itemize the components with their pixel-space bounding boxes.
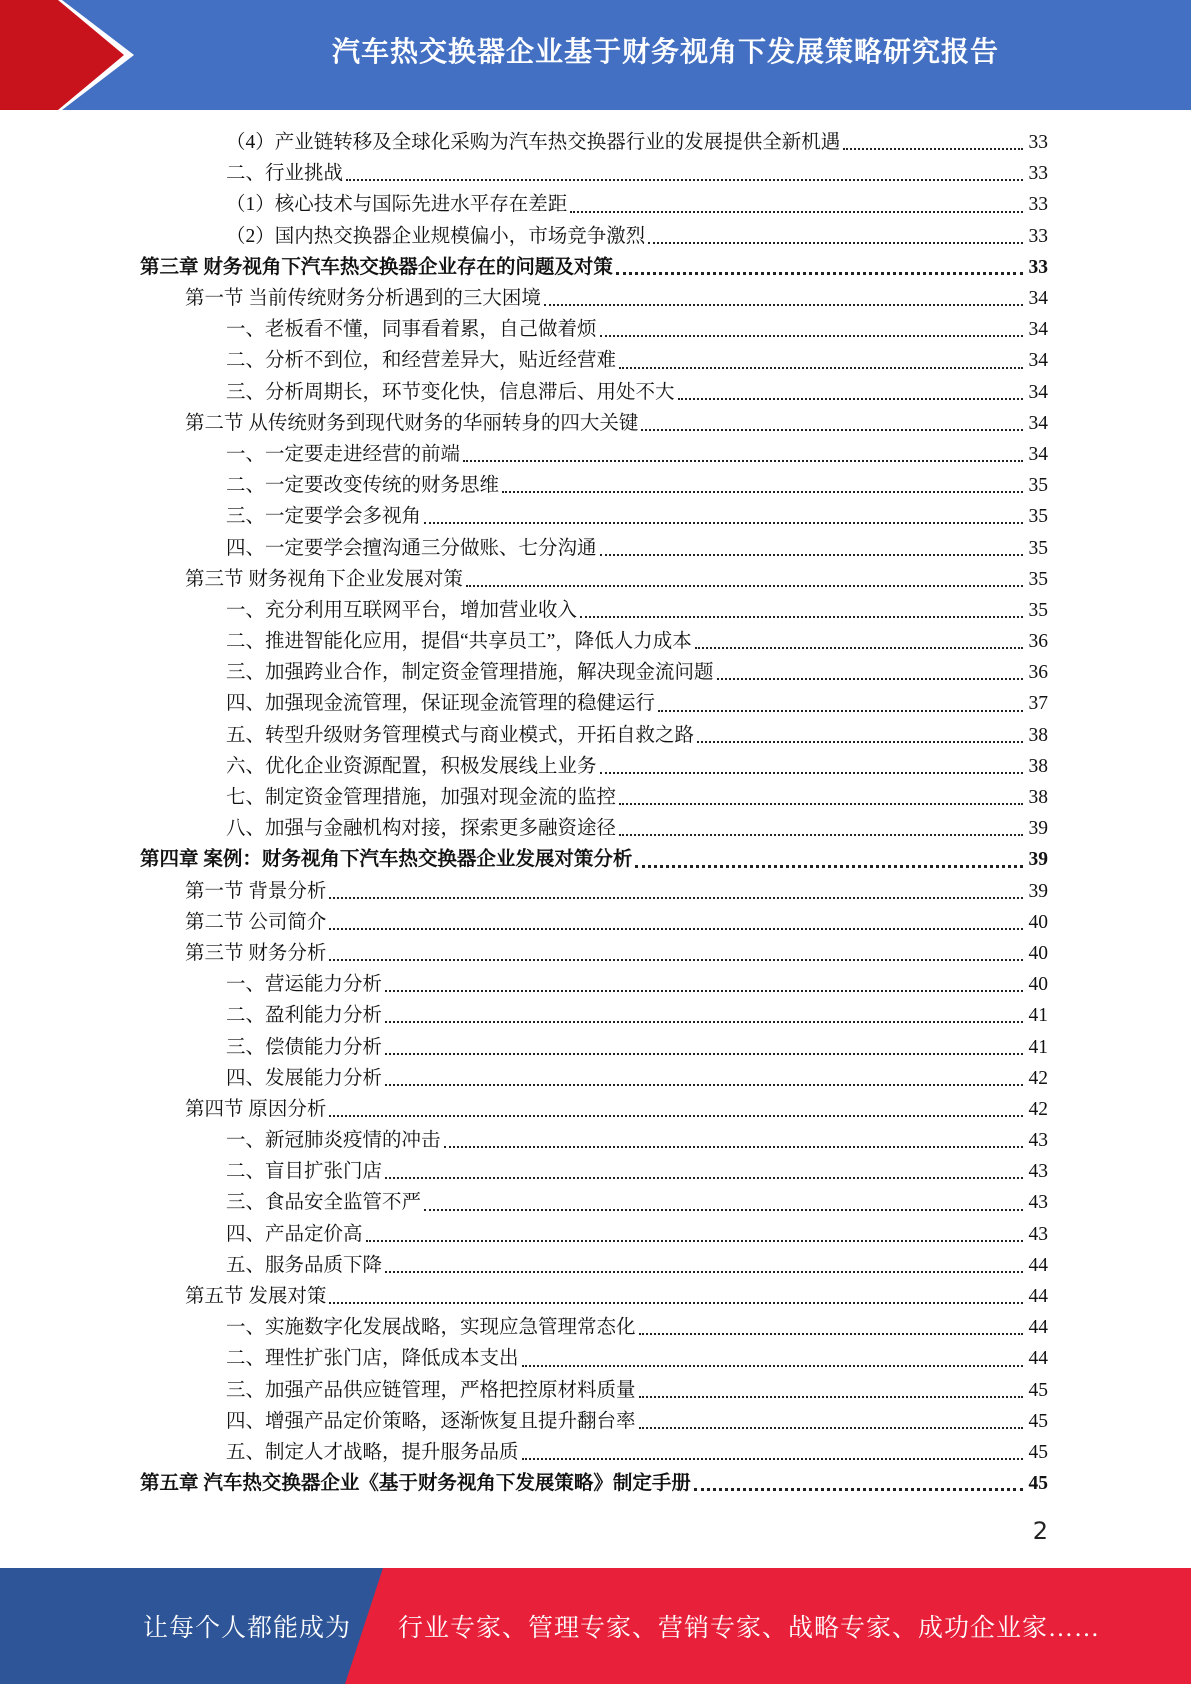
toc-entry-label: 第四章 案例：财务视角下汽车热交换器企业发展对策分析 <box>140 849 633 871</box>
toc-entry-page: 35 <box>1028 506 1048 528</box>
toc-subsection-entry[interactable] <box>140 1156 1048 1187</box>
toc-dot-leader <box>424 512 1023 524</box>
toc-dot-leader <box>444 1136 1023 1148</box>
toc-subsection-entry[interactable] <box>140 532 1048 563</box>
toc-subsection-entry[interactable] <box>140 595 1048 626</box>
toc-entry-label: 一、老板看不懂，同事看着累，自己做着烦 <box>226 319 597 341</box>
toc-subsection-entry[interactable] <box>140 782 1048 813</box>
toc-subsection-entry[interactable] <box>140 1219 1048 1250</box>
toc-entry-page: 43 <box>1028 1130 1048 1152</box>
toc-dot-leader <box>600 325 1023 337</box>
toc-dot-leader <box>616 262 1023 275</box>
page-number: 2 <box>1032 1517 1048 1545</box>
toc-entry-label: 第五节 发展对策 <box>185 1286 327 1308</box>
toc-entry-page: 45 <box>1028 1410 1048 1432</box>
toc-entry-label: （4）产业链转移及全球化采购为汽车热交换器行业的发展提供全新机遇 <box>226 132 841 154</box>
toc-dot-leader <box>463 450 1023 462</box>
toc-dot-leader <box>385 1074 1023 1086</box>
toc-entry-label: 二、分析不到位，和经营差异大，贴近经营难 <box>226 350 617 372</box>
footer-slogan-left: 让每个人都能成为 <box>143 1615 352 1642</box>
toc-entry-label: 二、理性扩张门店，降低成本支出 <box>226 1348 519 1370</box>
toc-chapter-entry[interactable] <box>140 1468 1048 1499</box>
toc-subsection-entry[interactable] <box>140 1406 1048 1437</box>
toc-subsection-entry[interactable] <box>140 1063 1048 1094</box>
toc-section-entry[interactable] <box>140 564 1048 595</box>
toc-chapter-entry[interactable] <box>140 844 1048 875</box>
toc-dot-leader <box>385 1011 1023 1023</box>
toc-dot-leader <box>385 1261 1023 1273</box>
toc-entry-page: 33 <box>1028 132 1048 154</box>
toc-dot-leader <box>522 1355 1023 1367</box>
toc-section-entry[interactable] <box>140 408 1048 439</box>
toc-dot-leader <box>329 887 1023 899</box>
toc-dot-leader <box>385 1167 1023 1179</box>
toc-entry-label: 一、实施数字化发展战略，实现应急管理常态化 <box>226 1317 636 1339</box>
toc-dot-leader <box>570 201 1023 213</box>
toc-subsection-entry[interactable] <box>140 720 1048 751</box>
toc-entry-label: 第三节 财务视角下企业发展对策 <box>185 568 463 590</box>
toc-dot-leader <box>329 1292 1023 1304</box>
toc-entry-label: 第四节 原因分析 <box>185 1098 327 1120</box>
toc-entry-label: 第二节 公司简介 <box>185 911 327 933</box>
toc-subsection-entry[interactable] <box>140 813 1048 844</box>
toc-dot-leader <box>843 138 1023 150</box>
toc-entry-page: 33 <box>1028 256 1048 278</box>
toc-section-entry[interactable] <box>140 283 1048 314</box>
header-arrow-decoration <box>0 0 160 110</box>
toc-dot-leader <box>641 419 1023 431</box>
toc-entry-label: 五、制定人才战略，提升服务品质 <box>226 1441 519 1463</box>
toc-entry-page: 37 <box>1028 693 1048 715</box>
toc-entry-label: （1）核心技术与国际先进水平存在差距 <box>226 194 568 216</box>
toc-entry-page: 44 <box>1028 1348 1048 1370</box>
toc-dot-leader <box>580 606 1023 618</box>
toc-entry-page: 45 <box>1028 1473 1048 1495</box>
toc-entry-page: 43 <box>1028 1161 1048 1183</box>
toc-entry-label: 第三节 财务分析 <box>185 942 327 964</box>
toc-entry-page: 45 <box>1028 1441 1048 1463</box>
toc-entry-label: （2）国内热交换器企业规模偏小，市场竞争激烈 <box>226 225 646 247</box>
toc-entry-page: 44 <box>1028 1286 1048 1308</box>
toc-dot-leader <box>466 575 1023 587</box>
page-header <box>0 0 1191 110</box>
toc-entry-page: 34 <box>1028 319 1048 341</box>
toc-entry-label: 六、优化企业资源配置，积极发展线上业务 <box>226 755 597 777</box>
toc-entry-page: 34 <box>1028 381 1048 403</box>
toc-entry-label: 四、增强产品定价策略，逐渐恢复且提升翻台率 <box>226 1410 636 1432</box>
toc-dot-leader <box>619 357 1023 369</box>
toc-dot-leader <box>385 1043 1023 1055</box>
toc-dot-leader <box>639 1386 1023 1398</box>
toc-subsection-entry[interactable] <box>140 377 1048 408</box>
toc-entry-page: 41 <box>1028 1005 1048 1027</box>
toc-entry-page: 33 <box>1028 163 1048 185</box>
toc-entry-page: 35 <box>1028 537 1048 559</box>
toc-dot-leader <box>522 1448 1023 1460</box>
table-of-contents <box>140 127 1048 1499</box>
toc-dot-leader <box>648 232 1023 244</box>
toc-entry-page: 36 <box>1028 662 1048 684</box>
toc-section-entry[interactable] <box>140 876 1048 907</box>
toc-dot-leader <box>329 1105 1023 1117</box>
toc-entry-page: 33 <box>1028 194 1048 216</box>
toc-entry-label: 二、推进智能化应用，提倡“共享员工”，降低人力成本 <box>226 631 692 653</box>
toc-dot-leader <box>502 481 1023 493</box>
toc-entry-label: 一、营运能力分析 <box>226 974 383 996</box>
toc-dot-leader <box>694 1478 1023 1491</box>
toc-entry-page: 39 <box>1028 818 1048 840</box>
toc-dot-leader <box>346 169 1023 181</box>
toc-entry-page: 38 <box>1028 787 1048 809</box>
toc-entry-page: 42 <box>1028 1098 1048 1120</box>
toc-entry-page: 44 <box>1028 1317 1048 1339</box>
toc-subsection-entry[interactable] <box>140 657 1048 688</box>
toc-entry-label: 四、一定要学会擅沟通三分做账、七分沟通 <box>226 537 597 559</box>
toc-entry-page: 40 <box>1028 974 1048 996</box>
toc-entry-label: 第三章 财务视角下汽车热交换器企业存在的问题及对策 <box>140 256 613 278</box>
document-title: 汽车热交换器企业基于财务视角下发展策略研究报告 <box>331 35 999 68</box>
toc-subsection-entry[interactable] <box>140 1375 1048 1406</box>
toc-subsection-entry[interactable] <box>140 221 1048 252</box>
toc-entry-page: 35 <box>1028 475 1048 497</box>
toc-entry-label: 二、盲目扩张门店 <box>226 1161 383 1183</box>
toc-dot-leader <box>619 793 1023 805</box>
toc-subsection-entry[interactable] <box>140 158 1048 189</box>
toc-entry-label: 二、盈利能力分析 <box>226 1005 383 1027</box>
toc-dot-leader <box>697 731 1023 743</box>
toc-entry-label: 第二节 从传统财务到现代财务的华丽转身的四大关键 <box>185 412 639 434</box>
page-footer <box>0 1568 1191 1684</box>
toc-entry-page: 34 <box>1028 412 1048 434</box>
toc-entry-page: 39 <box>1028 849 1048 871</box>
toc-entry-label: 四、产品定价高 <box>226 1223 363 1245</box>
toc-entry-page: 34 <box>1028 288 1048 310</box>
toc-subsection-entry[interactable] <box>140 189 1048 220</box>
toc-entry-page: 36 <box>1028 631 1048 653</box>
toc-subsection-entry[interactable] <box>140 127 1048 158</box>
toc-dot-leader <box>600 762 1023 774</box>
toc-entry-label: 四、加强现金流管理，保证现金流管理的稳健运行 <box>226 693 656 715</box>
toc-section-entry[interactable] <box>140 1281 1048 1312</box>
toc-subsection-entry[interactable] <box>140 626 1048 657</box>
toc-subsection-entry[interactable] <box>140 751 1048 782</box>
toc-entry-page: 35 <box>1028 599 1048 621</box>
toc-entry-page: 43 <box>1028 1192 1048 1214</box>
toc-entry-page: 41 <box>1028 1036 1048 1058</box>
toc-subsection-entry[interactable] <box>140 1187 1048 1218</box>
toc-subsection-entry[interactable] <box>140 501 1048 532</box>
toc-subsection-entry[interactable] <box>140 1000 1048 1031</box>
toc-dot-leader <box>329 918 1023 930</box>
toc-chapter-entry[interactable] <box>140 252 1048 283</box>
toc-entry-label: 三、食品安全监管不严 <box>226 1192 422 1214</box>
toc-subsection-entry[interactable] <box>140 439 1048 470</box>
toc-subsection-entry[interactable] <box>140 314 1048 345</box>
toc-entry-page: 43 <box>1028 1223 1048 1245</box>
toc-dot-leader <box>639 1323 1023 1335</box>
toc-entry-label: 三、偿债能力分析 <box>226 1036 383 1058</box>
toc-entry-label: 三、加强产品供应链管理，严格把控原材料质量 <box>226 1379 636 1401</box>
toc-entry-label: 第一节 当前传统财务分析遇到的三大困境 <box>185 288 541 310</box>
toc-subsection-entry[interactable] <box>140 470 1048 501</box>
toc-entry-label: 第五章 汽车热交换器企业《基于财务视角下发展策略》制定手册 <box>140 1473 691 1495</box>
toc-entry-page: 38 <box>1028 724 1048 746</box>
toc-entry-label: 二、行业挑战 <box>226 163 344 185</box>
toc-dot-leader <box>635 855 1023 868</box>
toc-entry-page: 33 <box>1028 225 1048 247</box>
toc-dot-leader <box>329 949 1023 961</box>
toc-subsection-entry[interactable] <box>140 688 1048 719</box>
toc-dot-leader <box>366 1230 1023 1242</box>
toc-entry-label: 一、充分利用互联网平台，增加营业收入 <box>226 599 578 621</box>
toc-entry-label: 四、发展能力分析 <box>226 1067 383 1089</box>
toc-subsection-entry[interactable] <box>140 1343 1048 1374</box>
toc-entry-label: 三、加强跨业合作，制定资金管理措施，解决现金流问题 <box>226 662 714 684</box>
toc-section-entry[interactable] <box>140 938 1048 969</box>
toc-dot-leader <box>639 1417 1023 1429</box>
toc-subsection-entry[interactable] <box>140 1031 1048 1062</box>
toc-entry-label: 三、一定要学会多视角 <box>226 506 422 528</box>
toc-entry-page: 40 <box>1028 911 1048 933</box>
toc-subsection-entry[interactable] <box>140 345 1048 376</box>
toc-dot-leader <box>695 637 1023 649</box>
toc-entry-page: 40 <box>1028 942 1048 964</box>
toc-dot-leader <box>717 668 1023 680</box>
toc-dot-leader <box>619 824 1023 836</box>
toc-dot-leader <box>678 388 1023 400</box>
toc-subsection-entry[interactable] <box>140 1125 1048 1156</box>
toc-entry-page: 42 <box>1028 1067 1048 1089</box>
toc-entry-label: 三、分析周期长，环节变化快，信息滞后、用处不大 <box>226 381 675 403</box>
toc-entry-label: 五、服务品质下降 <box>226 1254 383 1276</box>
toc-entry-label: 第一节 背景分析 <box>185 880 327 902</box>
toc-dot-leader <box>544 294 1023 306</box>
toc-entry-label: 一、一定要走进经营的前端 <box>226 443 461 465</box>
toc-entry-page: 44 <box>1028 1254 1048 1276</box>
footer-slogan-right: 行业专家、管理专家、营销专家、战略专家、成功企业家…… <box>398 1615 1101 1642</box>
toc-entry-page: 38 <box>1028 755 1048 777</box>
toc-entry-label: 五、转型升级财务管理模式与商业模式，开拓自救之路 <box>226 724 695 746</box>
toc-section-entry[interactable] <box>140 907 1048 938</box>
toc-entry-label: 八、加强与金融机构对接，探索更多融资途径 <box>226 818 617 840</box>
toc-subsection-entry[interactable] <box>140 969 1048 1000</box>
toc-dot-leader <box>385 980 1023 992</box>
toc-section-entry[interactable] <box>140 1094 1048 1125</box>
toc-subsection-entry[interactable] <box>140 1437 1048 1468</box>
toc-dot-leader <box>600 544 1023 556</box>
toc-dot-leader <box>658 700 1023 712</box>
toc-entry-page: 34 <box>1028 350 1048 372</box>
toc-entry-label: 二、一定要改变传统的财务思维 <box>226 475 500 497</box>
toc-entry-label: 一、新冠肺炎疫情的冲击 <box>226 1130 441 1152</box>
toc-entry-label: 七、制定资金管理措施，加强对现金流的监控 <box>226 787 617 809</box>
toc-entry-page: 45 <box>1028 1379 1048 1401</box>
toc-dot-leader <box>424 1199 1023 1211</box>
toc-entry-page: 39 <box>1028 880 1048 902</box>
toc-subsection-entry[interactable] <box>140 1250 1048 1281</box>
toc-entry-page: 35 <box>1028 568 1048 590</box>
toc-entry-page: 34 <box>1028 443 1048 465</box>
toc-subsection-entry[interactable] <box>140 1312 1048 1343</box>
